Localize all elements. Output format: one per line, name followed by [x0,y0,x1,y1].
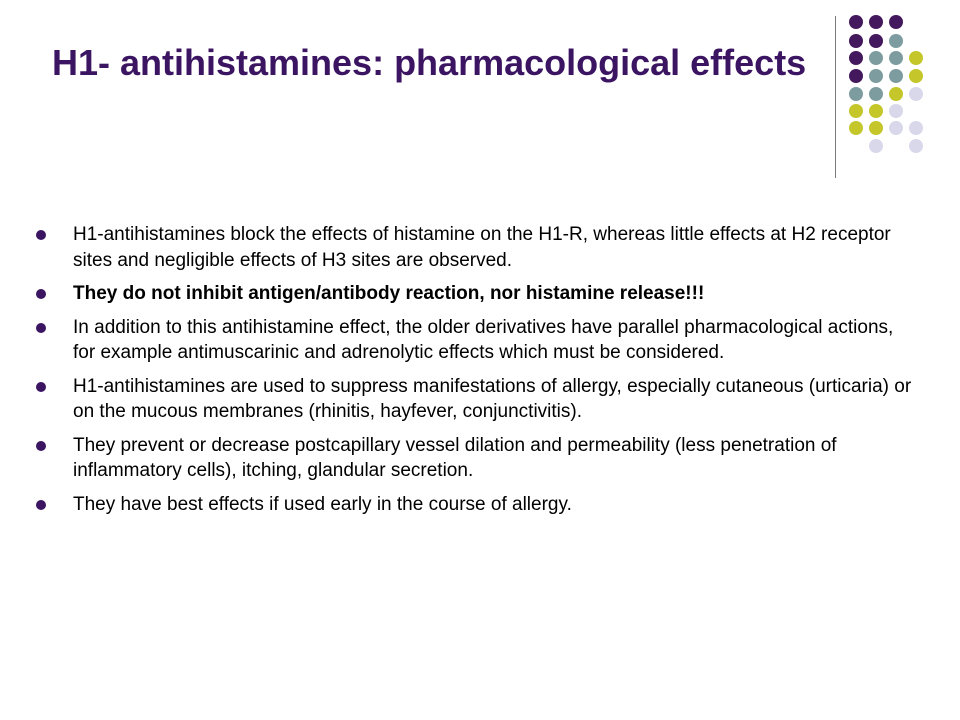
bullet-item [36,222,916,273]
decorative-dot [889,69,903,83]
bullet-icon [36,289,46,299]
decorative-dot [889,87,903,101]
bullet-list [36,222,916,525]
decorative-dot [869,69,883,83]
decorative-dot [869,15,883,29]
decorative-dot [869,87,883,101]
bullet-text: H1-antihistamines block the effects of histamine on the H1-R, whereas little effects at H2 receptor sites and negligible effects of H3 sites are observed. [73,224,891,271]
bullet-item [36,374,916,425]
bullet-item [36,433,916,484]
bullet-icon [36,441,46,451]
decorative-dot [849,104,863,118]
bullet-icon [36,230,46,240]
decorative-dot [849,34,863,48]
decorative-dot [849,69,863,83]
bullet-text: They do not inhibit antigen/antibody reaction, nor histamine release!!! [73,283,705,304]
bullet-icon [36,382,46,392]
bullet-item [36,315,916,366]
bullet-text: They prevent or decrease postcapillary vessel dilation and permeability (less penetration of inflammatory cells), itching, glandular secretion. [73,434,837,481]
title-divider [835,16,836,178]
bullet-item [36,492,916,518]
decorative-dot [909,51,923,65]
decorative-dot [909,69,923,83]
decorative-dot [869,104,883,118]
bullet-text: They have best effects if used early in the course of allergy. [73,493,572,515]
decorative-dot [849,51,863,65]
bullet-text: H1-antihistamines are used to suppress manifestations of allergy, especially cutaneous (urticaria) or on the mucous membranes (rhinitis, hayfever, conjunctivitis). [73,375,912,422]
bullet-text: In addition to this antihistamine effect, the older derivatives have parallel pharmacological actions, for example antimuscarinic and adrenolytic effects which must be considered. [73,316,894,363]
bullet-item [36,281,916,307]
decorative-dot [889,15,903,29]
decorative-dot [889,51,903,65]
decorative-dot [889,104,903,118]
bullet-icon [36,500,46,510]
bullet-icon [36,323,46,333]
decorative-dot [869,34,883,48]
decorative-dot [869,51,883,65]
decorative-dot [889,121,903,135]
decorative-dot [849,121,863,135]
decorative-dot [889,34,903,48]
decorative-dot [909,139,923,153]
decorative-dot [909,87,923,101]
decorative-dot [849,15,863,29]
decorative-dot [869,139,883,153]
decorative-dot [909,121,923,135]
decorative-dot [869,121,883,135]
decorative-dot [849,87,863,101]
slide-title: H1- antihistamines: pharmacological effects [52,42,807,83]
